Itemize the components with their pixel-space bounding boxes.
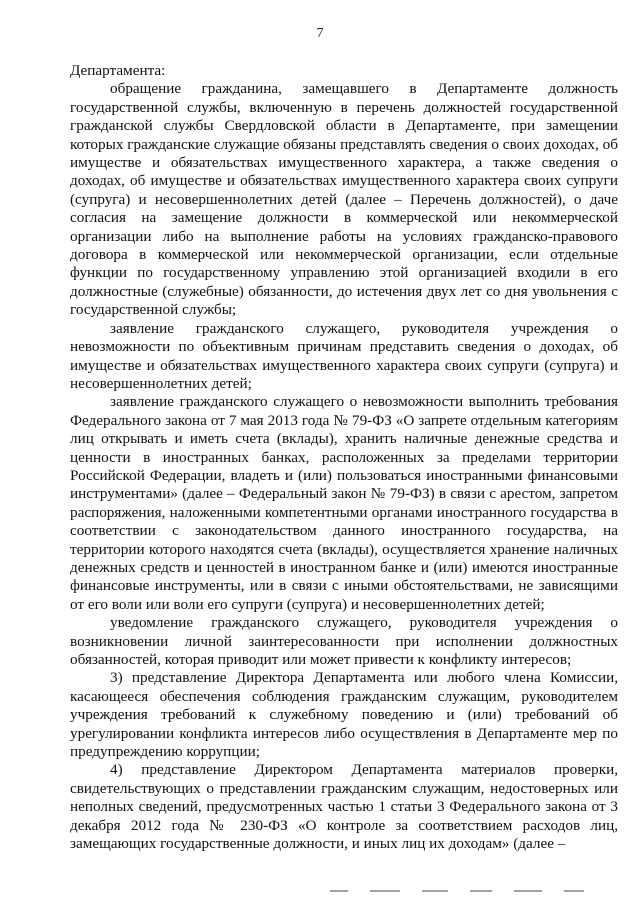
paragraph-conflict-notification: уведомление гражданского служащего, руководителя учреждения о возникновении личной заинтересованности при исполнении должностных обязанностей, которая приводит или может привести к конфликту интересов; — [70, 614, 618, 668]
scan-mark — [470, 890, 492, 892]
scan-footer-marks — [330, 888, 620, 894]
page-number: 7 — [316, 26, 324, 41]
scan-mark — [514, 890, 542, 892]
document-body — [70, 62, 618, 853]
paragraph-citizen-appeal: обращение гражданина, замещавшего в Департаменте должность государственной службы, включенную в перечень должностей государственной гражданской службы Свердловской области в Департаменте, при замещении которых гражданские служащие обязаны представлять сведения о своих доходах, об имуществе и обязательствах имущественного характера, а также сведения о доходах, об имуществе и обязательствах имущественного характера своих супруги (супруга) и несовершеннолетних детей (далее – Перечень должностей), о даче согласия на замещение должности в коммерческой или некоммерческой организации либо на выполнение работы на условиях гражданско-правового договора в коммерческой или некоммерческой организации, если отдельные функции по государственному управлению этой организацией входили в его должностные (служебные) обязанности, до истечения двух лет со дня увольнения с государственной службы; — [70, 80, 618, 319]
paragraph-item-4: 4) представление Директором Департамента материалов проверки, свидетельствующих о представлении гражданским служащим, недостоверных или неполных сведений, предусмотренных частью 1 статьи 3 Федерального закона от 3 декабря 2012 года № 230-ФЗ «О контроле за соответствием расходов лиц, замещающих государственные должности, и иных лиц их доходам» (далее – — [70, 761, 618, 853]
paragraph-income-statement-application: заявление гражданского служащего, руководителя учреждения о невозможности по объективным причинам представить сведения о доходах, об имуществе и обязательствах имущественного характера своих супруги (супруга) и несовершеннолетних детей; — [70, 319, 618, 392]
scan-mark — [330, 890, 348, 892]
paragraph-heading-continuation: Департамента: — [70, 62, 166, 79]
paragraph-item-3: 3) представление Директора Департамента или любого члена Комиссии, касающееся обеспечения соблюдения гражданским служащим, руководителем учреждения требований к служебному поведению и (или) требований об урегулировании конфликта интересов либо осуществления в Департаменте мер по предупреждению коррупции; — [70, 669, 618, 761]
paragraph-foreign-accounts-application: заявление гражданского служащего о невозможности выполнить требования Федерального закона от 7 мая 2013 года № 79-ФЗ «О запрете отдельным категориям лиц открывать и иметь счета (вклады), хранить наличные денежные средства и ценности в иностранных банках, расположенных за пределами территории Российской Федерации, владеть и (или) пользоваться иностранными финансовыми инструментами» (далее – Федеральный закон № 79-ФЗ) в связи с арестом, запретом распоряжения, наложенными компетентными органами иностранного государства в соответствии с законодательством данного иностранного государства, на территории которого находятся счета (вклады), осуществляется хранение наличных денежных средств и ценностей в иностранном банке и (или) имеются иностранные финансовые инструменты, или в связи с иными обстоятельствами, не зависящими от его воли или воли его супруги (супруга) и несовершеннолетних детей; — [70, 393, 618, 613]
scan-mark — [422, 890, 448, 892]
scan-mark — [564, 890, 584, 892]
scan-mark — [370, 890, 400, 892]
